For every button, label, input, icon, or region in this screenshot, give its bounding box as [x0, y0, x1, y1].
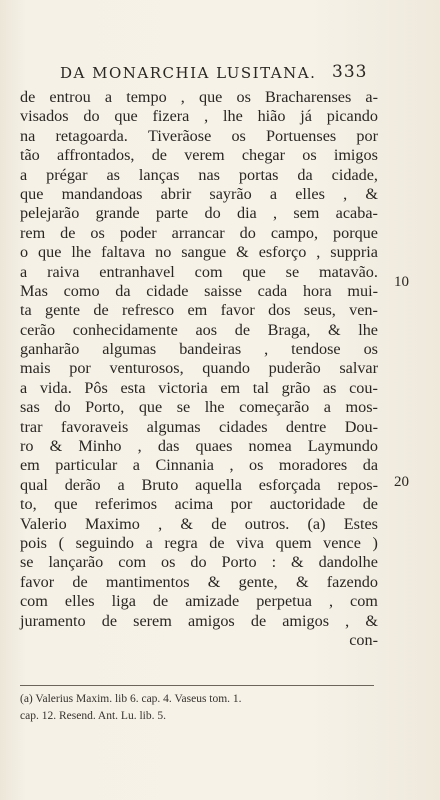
text-line: ganharão algumas bandeiras , tendose os — [20, 340, 378, 359]
text-line: a vida. Pôs esta victoria em tal grão as cou- — [20, 378, 378, 397]
text-line: qual derão a Bruto aquella esforçada repos- — [20, 475, 378, 494]
text-line: mais por venturosos, quando puderão salvar — [20, 359, 378, 378]
text-line: visados do que fizera , lhe hião já picando — [20, 107, 378, 126]
footnote-line: cap. 12. Resend. Ant. Lu. lib. 5. — [20, 710, 166, 722]
text-line: o que lhe faltava no sangue & esforço , suppria — [20, 243, 378, 262]
text-line: pelejarão grande parte do dia , sem acaba- — [20, 204, 378, 223]
text-line: cerão conhecidamente aos de Braga, & lhe — [20, 320, 378, 339]
footnote-rule — [20, 685, 374, 686]
text-line: ta gente de refresco em favor dos seus, ven- — [20, 301, 378, 320]
text-line: que mandandoas abrir sayrão a elles , & — [20, 184, 378, 203]
text-line: se lançarão com os do Porto : & dandolhe — [20, 553, 378, 572]
text-line: a prégar as lanças nas portas da cidade, — [20, 165, 378, 184]
text-line: trar favoraveis algumas cidades dentre Dou- — [20, 417, 378, 436]
text-line: em particular a Cinnania , os moradores da — [20, 456, 378, 475]
running-title: DA MONARCHIA LUSITANA. — [60, 64, 317, 82]
page-number: 333 — [332, 62, 368, 82]
margin-line-number: 20 — [394, 474, 409, 490]
text-line: a raiva entranhavel com que se matavão. — [20, 262, 378, 281]
footnote-line: (a) Valerius Maxim. lib 6. cap. 4. Vaseus tom. 1. — [20, 693, 242, 705]
footnote — [20, 691, 376, 725]
text-line: com elles liga de amizade perpetua , com — [20, 592, 378, 611]
text-line: ro & Minho , das quaes nomea Laymundo — [20, 437, 378, 456]
body-text — [20, 88, 378, 650]
text-line: juramento de serem amigos de amigos , & — [20, 611, 378, 630]
text-line: Valerio Maximo , & de outros. (a) Estes — [20, 514, 378, 533]
text-line: Mas como da cidade saisse cada hora mui- — [20, 281, 378, 300]
text-line: tão affrontados, de verem chegar os imigos — [20, 146, 378, 165]
text-line: rem de os poder arrancar do campo, porque — [20, 223, 378, 242]
text-line: na retagoarda. Tiverãose os Portuenses por — [20, 126, 378, 145]
text-line: con- — [349, 630, 378, 649]
text-line: favor de mantimentos & gente, & fazendo — [20, 572, 378, 591]
margin-line-number: 10 — [394, 274, 409, 290]
text-line: sas do Porto, que se lhe começarão a mos- — [20, 398, 378, 417]
text-line: to, que referimos acima por auctoridade de — [20, 495, 378, 514]
text-line: de entrou a tempo , que os Bracharenses a- — [20, 88, 378, 106]
text-line: pois ( seguindo a regra de viva quem vence ) — [20, 533, 378, 552]
running-head — [60, 64, 350, 82]
